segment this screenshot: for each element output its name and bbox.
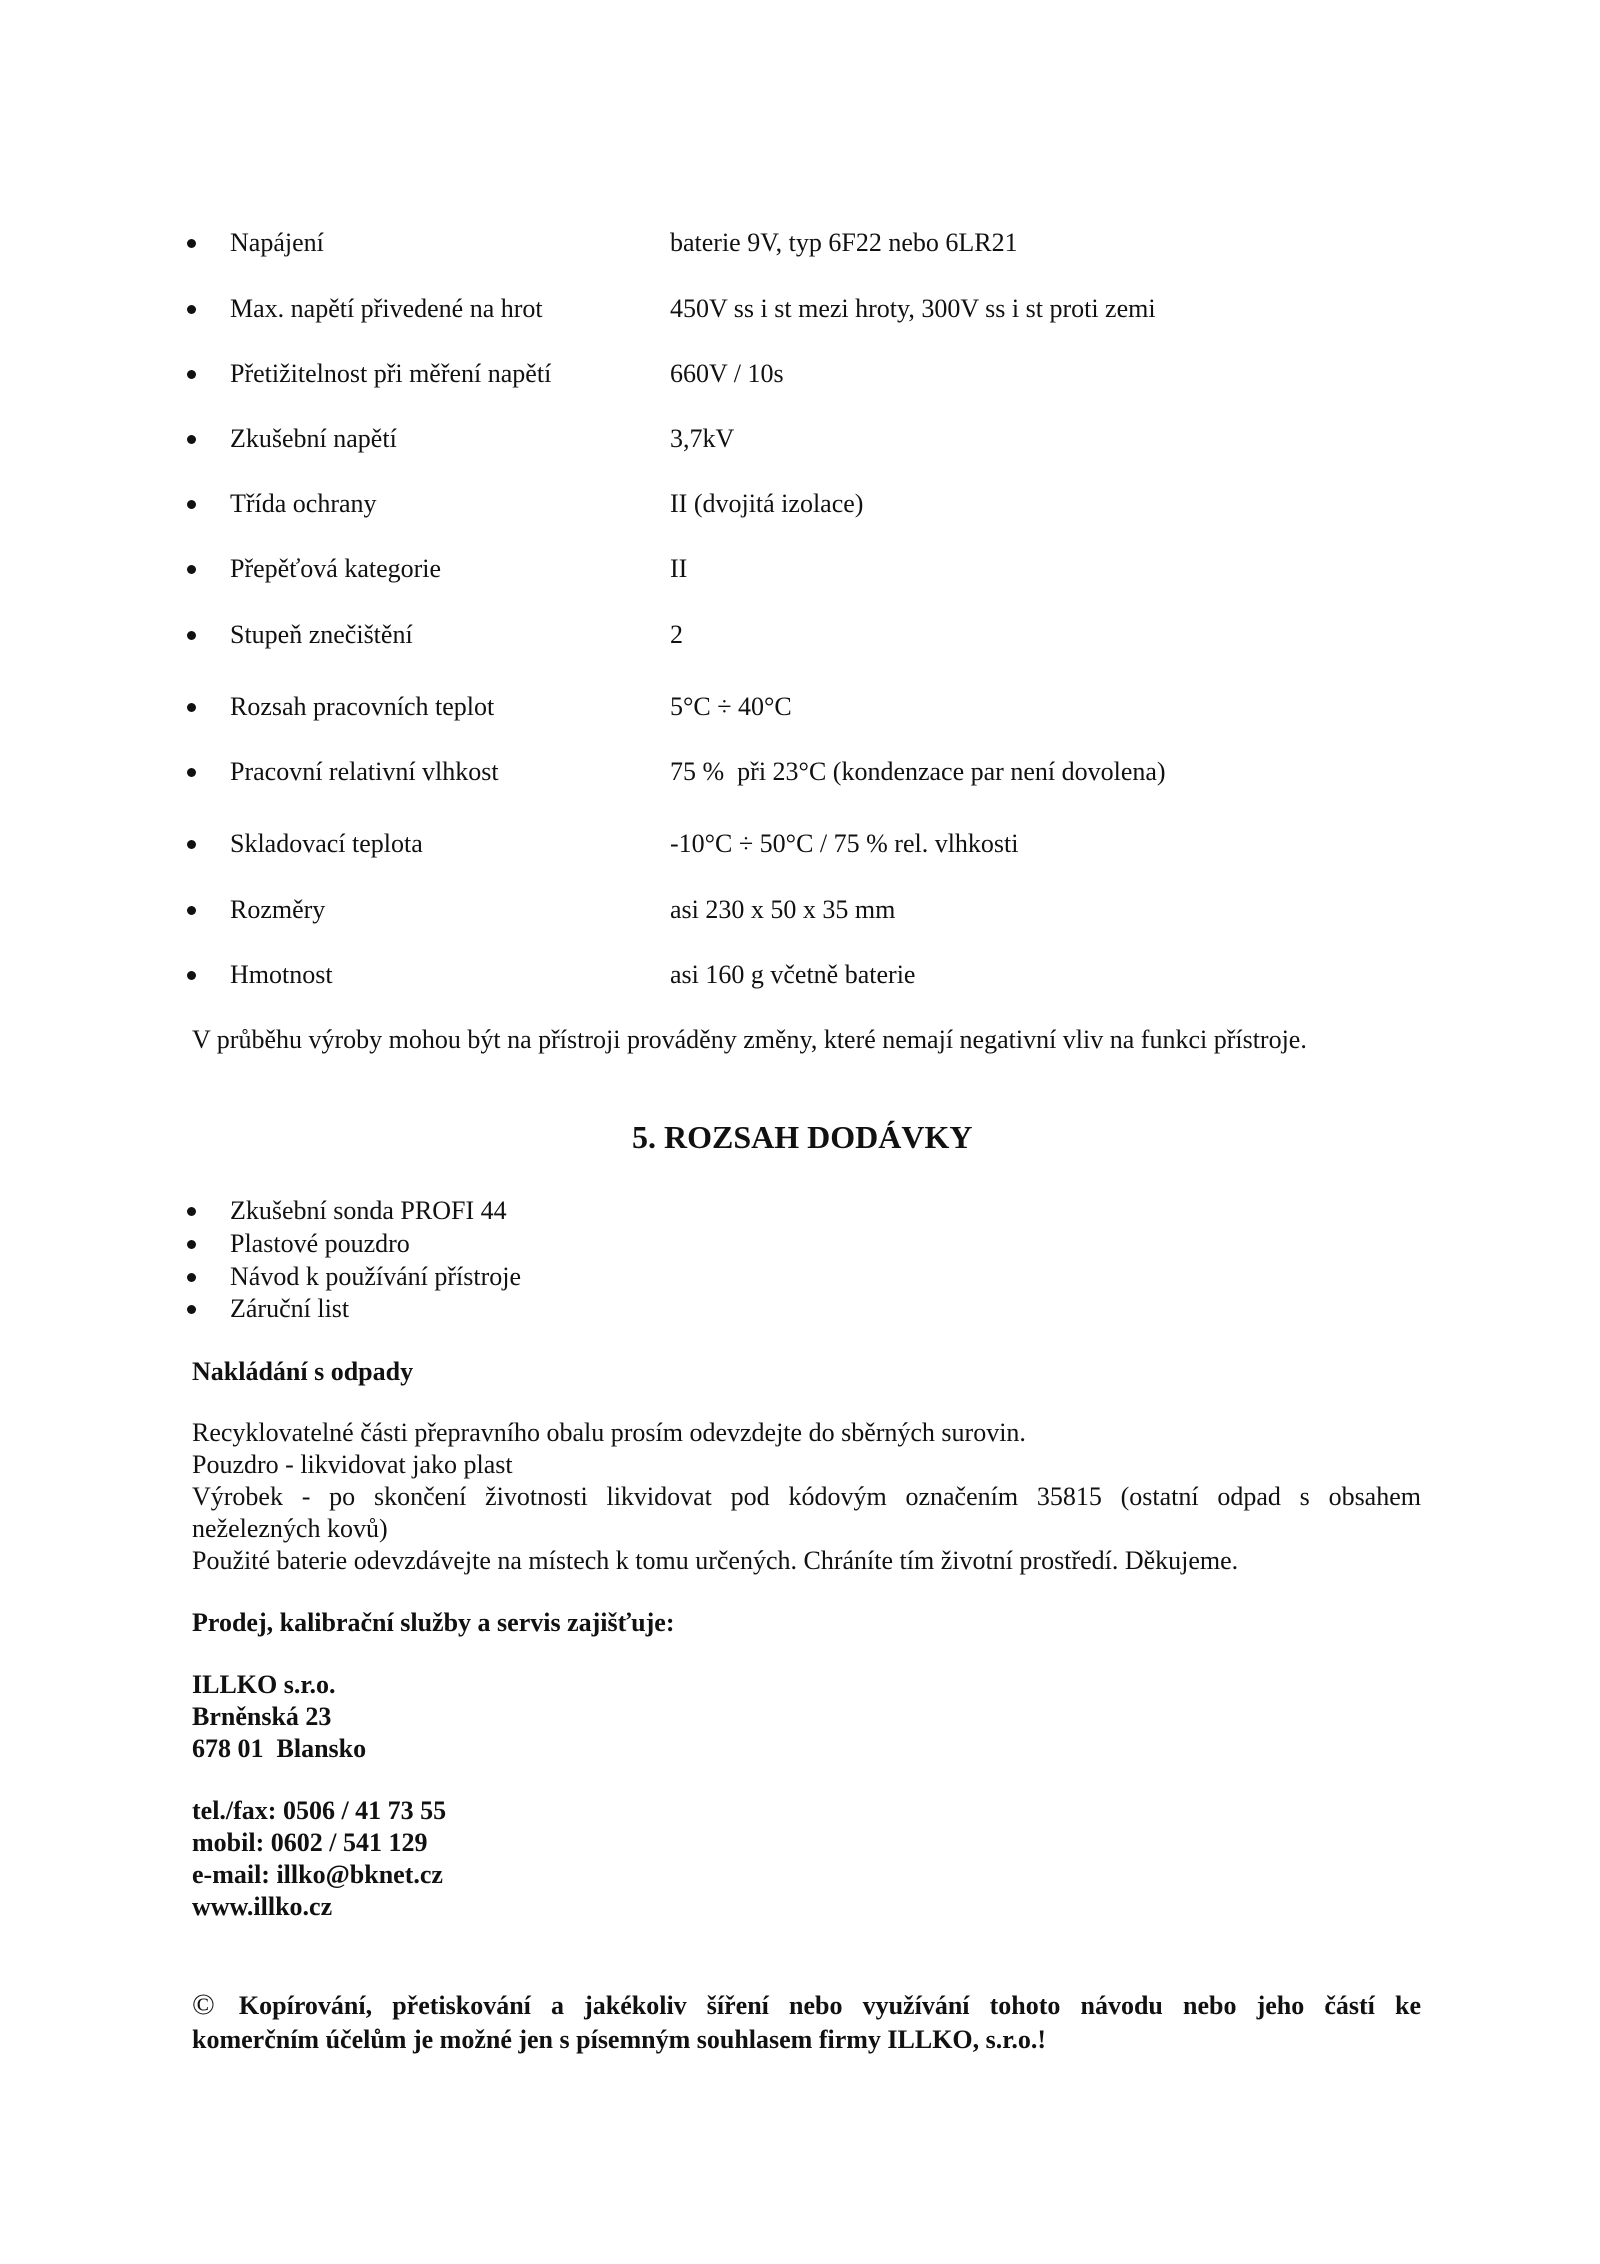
spec-value: 75 % při 23°C (kondenzace par není dovolena) (670, 757, 1166, 786)
spec-label: Rozměry (230, 895, 326, 924)
bullet-icon (187, 305, 196, 314)
bullet-icon (187, 239, 196, 248)
bullet-icon (187, 1305, 196, 1314)
company-website: www.illko.cz (192, 1892, 333, 1921)
bullet-icon (187, 1207, 196, 1216)
spec-label: Hmotnost (230, 960, 333, 989)
spec-label: Přetižitelnost při měření napětí (230, 359, 552, 388)
spec-value: asi 230 x 50 x 35 mm (670, 895, 896, 924)
bullet-icon (187, 703, 196, 712)
delivery-item-label: Zkušební sonda PROFI 44 (230, 1196, 507, 1225)
delivery-item-label: Návod k používání přístroje (230, 1262, 521, 1291)
bullet-icon (187, 840, 196, 849)
bullet-icon (187, 435, 196, 444)
spec-value: 450V ss i st mezi hroty, 300V ss i st proti zemi (670, 294, 1156, 323)
waste-line-justified: Výrobek - po skončení životnosti likvidovat pod kódovým označením 35815 (ostatní odpad s obsahem (192, 1482, 1421, 1511)
delivery-item-label: Plastové pouzdro (230, 1229, 410, 1258)
spec-label: Pracovní relativní vlhkost (230, 757, 499, 786)
waste-heading: Nakládání s odpady (192, 1357, 414, 1386)
spec-label: Přepěťová kategorie (230, 554, 442, 583)
spec-label: Stupeň znečištění (230, 620, 413, 649)
company-phone: tel./fax: 0506 / 41 73 55 (192, 1796, 447, 1825)
spec-label: Skladovací teplota (230, 829, 423, 858)
spec-label: Napájení (230, 228, 324, 257)
spec-value: baterie 9V, typ 6F22 nebo 6LR21 (670, 228, 1018, 257)
delivery-item-label: Záruční list (230, 1294, 350, 1323)
company-mobile: mobil: 0602 / 541 129 (192, 1828, 428, 1857)
spec-value: 5°C ÷ 40°C (670, 692, 792, 721)
bullet-icon (187, 631, 196, 640)
company-city: 678 01 Blansko (192, 1734, 367, 1763)
copyright-text-2: komerčním účelům je možné jen s písemným souhlasem firmy ILLKO, s.r.o.! (192, 2025, 1047, 2054)
bullet-icon (187, 1240, 196, 1249)
spec-label: Třída ochrany (230, 489, 377, 518)
bullet-icon (187, 768, 196, 777)
waste-line: Použité baterie odevzdávejte na místech k tomu určených. Chráníte tím životní prostředí. Děkujeme. (192, 1546, 1239, 1575)
waste-line: Pouzdro - likvidovat jako plast (192, 1450, 513, 1479)
spec-value: II (dvojitá izolace) (670, 489, 864, 518)
waste-line: neželezných kovů) (192, 1514, 388, 1543)
copyright-line1 (192, 1988, 1421, 2023)
spec-value: asi 160 g včetně baterie (670, 960, 916, 989)
bullet-icon (187, 906, 196, 915)
spec-value: -10°C ÷ 50°C / 75 % rel. vlhkosti (670, 829, 1019, 858)
copyright-text-1: Kopírování, přetiskování a jakékoliv šíření nebo využívání tohoto návodu nebo jeho částí ke (238, 1991, 1422, 2020)
bullet-icon (187, 565, 196, 574)
copyright-notice (192, 1988, 1421, 2057)
company-name: ILLKO s.r.o. (192, 1670, 336, 1699)
company-email: e-mail: illko@bknet.cz (192, 1860, 443, 1889)
spec-value: II (670, 554, 688, 583)
bullet-icon (187, 1273, 196, 1282)
spec-label: Rozsah pracovních teplot (230, 692, 495, 721)
production-note: V průběhu výroby mohou být na přístroji prováděny změny, které nemají negativní vliv na funkci přístroje. (192, 1025, 1307, 1054)
service-heading: Prodej, kalibrační služby a servis zajišťuje: (192, 1608, 675, 1637)
section-title: 5. ROZSAH DODÁVKY (632, 1119, 973, 1155)
company-street: Brněnská 23 (192, 1702, 332, 1731)
spec-label: Zkušební napětí (230, 424, 397, 453)
bullet-icon (187, 500, 196, 509)
waste-line: Recyklovatelné části přepravního obalu prosím odevzdejte do sběrných surovin. (192, 1418, 1026, 1447)
spec-label: Max. napětí přivedené na hrot (230, 294, 543, 323)
spec-value: 3,7kV (670, 424, 735, 453)
spec-value: 2 (670, 620, 683, 649)
bullet-icon (187, 971, 196, 980)
spec-value: 660V / 10s (670, 359, 784, 388)
copyright-icon: © (192, 1988, 215, 2021)
bullet-icon (187, 370, 196, 379)
